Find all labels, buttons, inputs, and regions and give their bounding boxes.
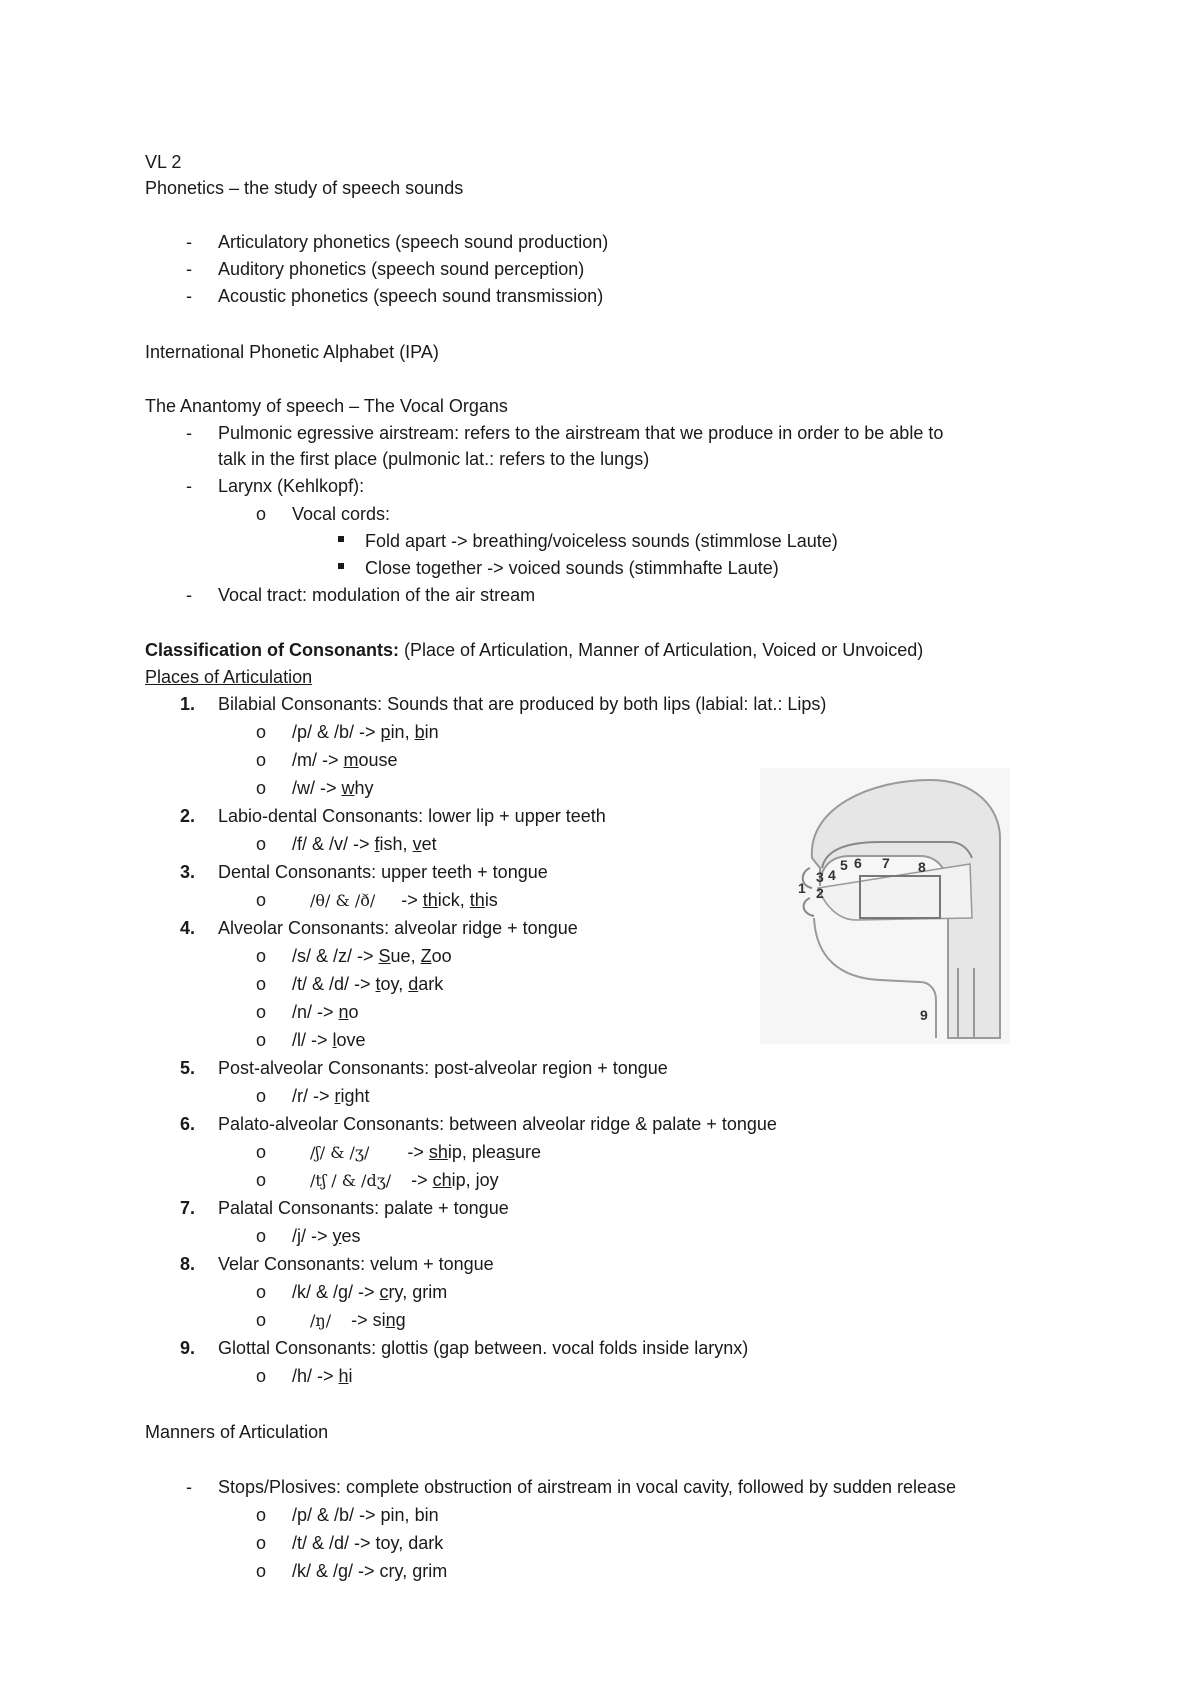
bullet-dash: - xyxy=(186,232,192,252)
vocal-tract-diagram xyxy=(760,768,1010,1044)
example-n: /n/ -> no xyxy=(292,1002,359,1022)
bullet-circle: o xyxy=(256,974,267,994)
item-number: 7. xyxy=(180,1198,196,1218)
example-s-z: /s/ & /z/ -> Sue, Zoo xyxy=(292,946,452,966)
places-heading: Places of Articulation xyxy=(145,667,313,687)
example-k-g: /k/ & /g/ -> cry, grim xyxy=(292,1282,448,1302)
bullet-circle: o xyxy=(256,1086,267,1106)
ipa-heading: International Phonetic Alphabet (IPA) xyxy=(145,342,439,362)
bullet-circle: o xyxy=(256,1505,267,1525)
stops-example-t-d: /t/ & /d/ -> toy, dark xyxy=(292,1533,444,1553)
bullet-circle: o xyxy=(256,1226,267,1246)
diagram-label-2: 2 xyxy=(816,885,824,901)
fold-apart-line: Fold apart -> breathing/voiceless sounds (stimmlose Laute) xyxy=(365,531,838,551)
example-l: /l/ -> love xyxy=(292,1030,366,1050)
bullet-circle: o xyxy=(256,834,267,854)
item-number: 1. xyxy=(180,694,196,714)
diagram-label-8: 8 xyxy=(918,859,926,875)
example-j: /j/ -> yes xyxy=(292,1226,361,1246)
diagram-label-9: 9 xyxy=(920,1007,928,1023)
close-together-line: Close together -> voiced sounds (stimmhafte Laute) xyxy=(365,558,779,578)
bullet-square xyxy=(338,536,344,542)
branch-articulatory: Articulatory phonetics (speech sound production) xyxy=(218,232,609,252)
bullet-circle: o xyxy=(256,1142,267,1162)
bullet-circle: o xyxy=(256,1561,267,1581)
branch-auditory: Auditory phonetics (speech sound perception) xyxy=(218,259,585,279)
item-number: 4. xyxy=(180,918,196,938)
bullet-circle: o xyxy=(256,1533,267,1553)
bullet-square xyxy=(338,563,344,569)
bullet-circle: o xyxy=(256,722,267,742)
item-number: 2. xyxy=(180,806,196,826)
example-r: /r/ -> right xyxy=(292,1086,370,1106)
diagram-label-3: 3 xyxy=(816,869,824,885)
place-labiodental: Labio-dental Consonants: lower lip + upper teeth xyxy=(218,806,606,826)
diagram-label-5: 5 xyxy=(840,857,848,873)
bullet-circle: o xyxy=(256,1030,267,1050)
place-palatal: Palatal Consonants: palate + tongue xyxy=(218,1198,509,1218)
stops-line: Stops/Plosives: complete obstruction of airstream in vocal cavity, followed by sudden release xyxy=(218,1477,957,1497)
item-number: 8. xyxy=(180,1254,196,1274)
stops-example-p-b: /p/ & /b/ -> pin, bin xyxy=(292,1505,439,1525)
bullet-circle: o xyxy=(256,890,267,910)
example-t-d: /t/ & /d/ -> toy, dark xyxy=(292,974,444,994)
larynx-line: Larynx (Kehlkopf): xyxy=(218,476,365,496)
diagram-label-1: 1 xyxy=(798,880,806,896)
place-glottal: Glottal Consonants: glottis (gap between. vocal folds inside larynx) xyxy=(218,1338,749,1358)
example-p-b: /p/ & /b/ -> pin, bin xyxy=(292,722,439,742)
pulmonic-line-2: talk in the first place (pulmonic lat.: refers to the lungs) xyxy=(218,449,650,469)
example-w: /w/ -> why xyxy=(292,778,374,798)
example-ch-j: /tʃ / & /dʒ/ -> chip, joy xyxy=(310,1170,499,1190)
bullet-circle: o xyxy=(256,504,267,524)
classification-rest: (Place of Articulation, Manner of Articulation, Voiced or Unvoiced) xyxy=(399,640,924,660)
anatomy-heading: The Anantomy of speech – The Vocal Organs xyxy=(145,396,508,416)
bullet-circle: o xyxy=(256,1282,267,1302)
bullet-circle: o xyxy=(256,1170,267,1190)
bullet-circle: o xyxy=(256,946,267,966)
bullet-dash: - xyxy=(186,585,192,605)
bullet-circle: o xyxy=(256,778,267,798)
example-th: /θ/ & /ð/ -> thick, this xyxy=(310,890,498,910)
branch-acoustic: Acoustic phonetics (speech sound transmission) xyxy=(218,286,604,306)
example-sh-zh: /ʃ/ & /ʒ/ -> ship, pleasure xyxy=(310,1142,541,1162)
place-bilabial: Bilabial Consonants: Sounds that are produced by both lips (labial: lat.: Lips) xyxy=(218,694,827,714)
place-dental: Dental Consonants: upper teeth + tongue xyxy=(218,862,548,882)
pulmonic-line-1: Pulmonic egressive airstream: refers to the airstream that we produce in order to be able to xyxy=(218,423,944,443)
place-velar: Velar Consonants: velum + tongue xyxy=(218,1254,494,1274)
bullet-circle: o xyxy=(256,1366,267,1386)
bullet-dash: - xyxy=(186,286,192,306)
document-title: VL 2 xyxy=(145,152,182,172)
bullet-circle: o xyxy=(256,750,267,770)
place-postalveolar: Post-alveolar Consonants: post-alveolar region + tongue xyxy=(218,1058,668,1078)
bullet-dash: - xyxy=(186,423,192,443)
example-f-v: /f/ & /v/ -> fish, vet xyxy=(292,834,437,854)
example-m: /m/ -> mouse xyxy=(292,750,398,770)
item-number: 3. xyxy=(180,862,196,882)
manners-heading: Manners of Articulation xyxy=(145,1422,329,1442)
diagram-label-4: 4 xyxy=(828,867,836,883)
vocal-tract-line: Vocal tract: modulation of the air stream xyxy=(218,585,536,605)
vocal-cords-line: Vocal cords: xyxy=(292,504,391,524)
place-alveolar: Alveolar Consonants: alveolar ridge + tongue xyxy=(218,918,578,938)
bullet-circle: o xyxy=(256,1310,267,1330)
bullet-dash: - xyxy=(186,1477,192,1497)
classification-line xyxy=(145,638,923,662)
stops-example-k-g: /k/ & /g/ -> cry, grim xyxy=(292,1561,448,1581)
diagram-label-6: 6 xyxy=(854,855,862,871)
diagram-label-7: 7 xyxy=(882,855,890,871)
example-ng: /ŋ/ -> sing xyxy=(310,1310,406,1330)
example-h: /h/ -> hi xyxy=(292,1366,353,1386)
item-number: 5. xyxy=(180,1058,196,1078)
bullet-dash: - xyxy=(186,259,192,279)
place-palatoalveolar: Palato-alveolar Consonants: between alveolar ridge & palate + tongue xyxy=(218,1114,777,1134)
bullet-dash: - xyxy=(186,476,192,496)
bullet-circle: o xyxy=(256,1002,267,1022)
classification-bold: Classification of Consonants: xyxy=(145,640,400,660)
item-number: 6. xyxy=(180,1114,196,1134)
intro-line: Phonetics – the study of speech sounds xyxy=(145,178,464,198)
item-number: 9. xyxy=(180,1338,196,1358)
